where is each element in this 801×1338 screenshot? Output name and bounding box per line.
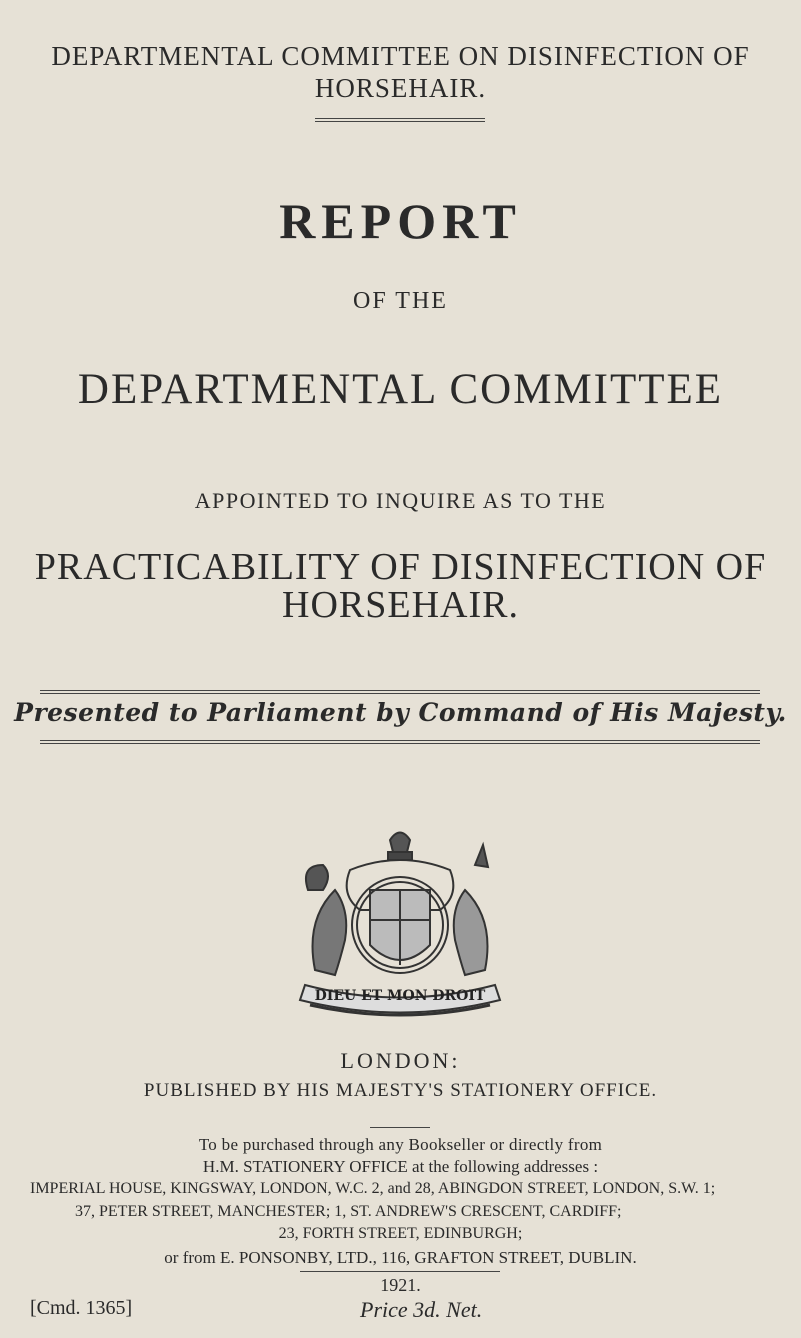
address-line1: IMPERIAL HOUSE, KINGSWAY, LONDON, W.C. 2, and 28, ABINGDON STREET, LONDON, S.W. 1; [30, 1180, 716, 1197]
header-divider-2 [315, 121, 485, 122]
publication-year: 1921. [380, 1275, 421, 1295]
publisher-line: PUBLISHED BY HIS MAJESTY'S STATIONERY OFFICE. [143, 1080, 658, 1101]
presented-rule-bottom-2 [40, 743, 760, 744]
document-header-line2: HORSEHAIR. [314, 73, 487, 103]
crest-motto: DIEU ET MON DROIT [314, 988, 486, 1004]
command-number: [Cmd. 1365] [30, 1297, 133, 1319]
report-heading: REPORT [279, 193, 522, 249]
address-line3: 23, FORTH STREET, EDINBURGH; [278, 1225, 523, 1242]
committee-title: DEPARTMENTAL COMMITTEE [77, 366, 724, 413]
purchase-line: To be purchased through any Bookseller or directly from [198, 1135, 603, 1154]
address-line2: 37, PETER STREET, MANCHESTER; 1, ST. ANDREW'S CRESCENT, CARDIFF; [75, 1203, 622, 1220]
royal-coat-of-arms-icon [280, 820, 520, 1025]
presented-rule-bottom [40, 740, 760, 741]
subject-line1: PRACTICABILITY OF DISINFECTION OF [34, 546, 767, 588]
subject-line2: HORSEHAIR. [282, 584, 519, 626]
address-line4: or from E. PONSONBY, LTD., 116, GRAFTON STREET, DUBLIN. [164, 1248, 637, 1267]
london-heading: LONDON: [340, 1048, 461, 1073]
header-divider [315, 118, 485, 119]
appointed-text: APPOINTED TO INQUIRE AS TO THE [194, 488, 607, 513]
year-divider [300, 1271, 500, 1272]
presented-line: Presented to Parliament by Command of His Majesty. [14, 698, 787, 727]
presented-rule-top [40, 690, 760, 691]
document-header-line1: DEPARTMENTAL COMMITTEE ON DISINFECTION OF [51, 41, 750, 71]
hmso-line: H.M. STATIONERY OFFICE at the following addresses : [202, 1157, 599, 1176]
short-divider [370, 1127, 430, 1128]
presented-rule-top-2 [40, 693, 760, 694]
price-text: Price 3d. Net. [360, 1297, 483, 1322]
of-the-text: OF THE [353, 288, 448, 314]
